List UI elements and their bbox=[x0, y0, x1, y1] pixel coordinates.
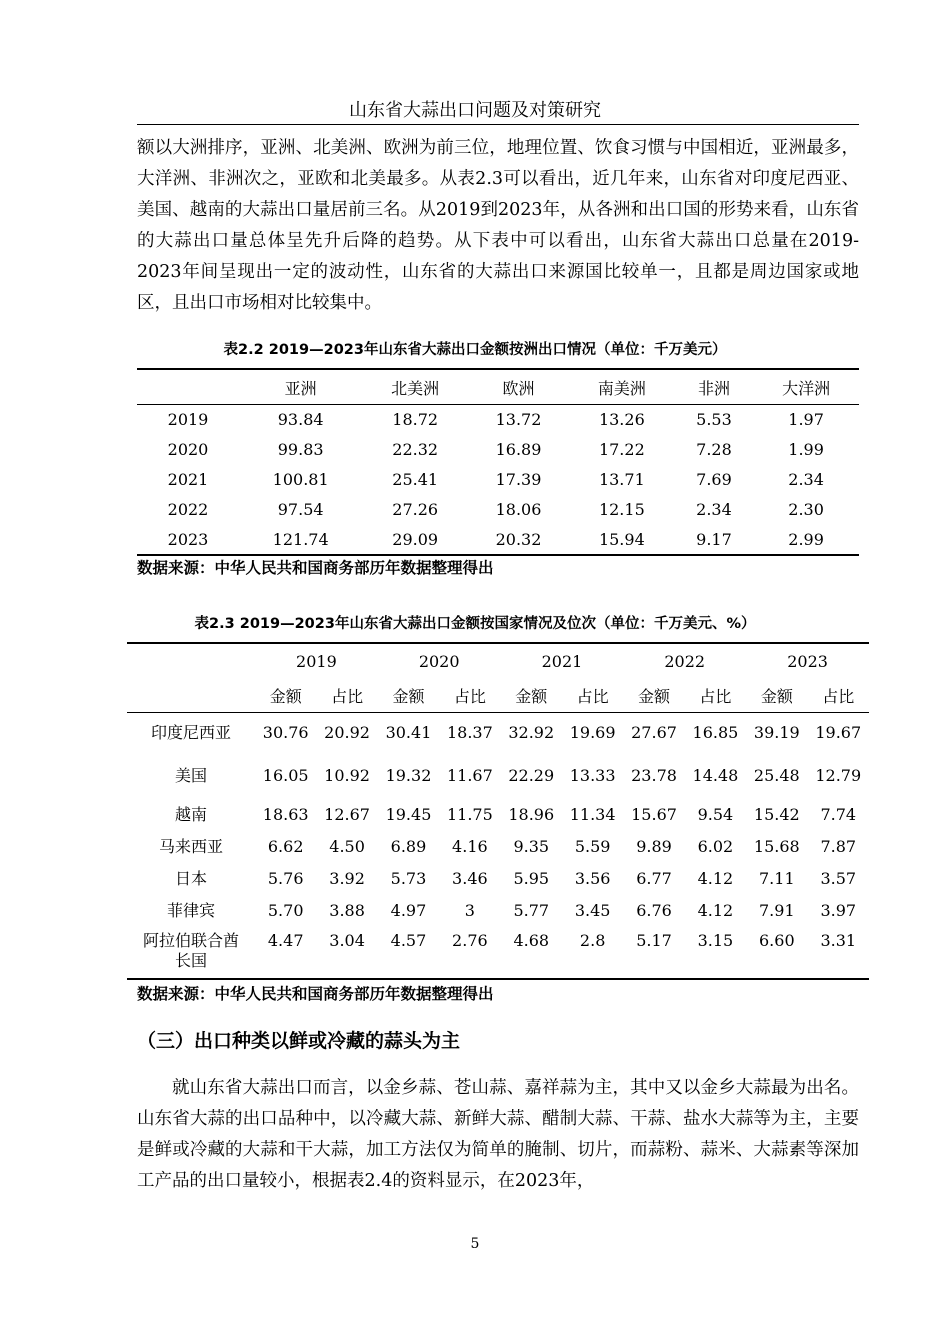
table2-cell: 6.89 bbox=[390, 837, 427, 856]
table2-metric-header: 金额 bbox=[255, 678, 316, 713]
table1-cell: 2019 bbox=[167, 410, 209, 430]
table2-cell: 30.41 bbox=[385, 723, 432, 743]
table1-row bbox=[137, 465, 859, 495]
table2-cell: 3.57 bbox=[820, 869, 857, 888]
table2-cell: 13.33 bbox=[569, 766, 616, 785]
body-paragraph bbox=[137, 1073, 859, 1197]
table1-cell: 100.81 bbox=[272, 470, 329, 489]
table2-cell: 6.76 bbox=[636, 901, 672, 920]
table1-cell: 13.26 bbox=[598, 410, 645, 430]
table2-cell: 11.67 bbox=[446, 766, 493, 785]
table2-metric-header: 占比 bbox=[316, 678, 377, 713]
table2-cell: 19.67 bbox=[815, 723, 862, 743]
table1-cell: 22.32 bbox=[392, 440, 439, 459]
table2-cell: 4.47 bbox=[267, 930, 304, 950]
table1-cell: 17.22 bbox=[598, 440, 645, 459]
table2-cell: 5.17 bbox=[636, 930, 672, 950]
table1-cell: 17.39 bbox=[495, 470, 542, 489]
table2-cell: 16.05 bbox=[262, 766, 309, 785]
table1-cell: 7.28 bbox=[696, 440, 732, 459]
table2-cell: 9.89 bbox=[636, 837, 672, 856]
intro-paragraph-text: 额以大洲排序，亚洲、北美洲、欧洲为前三位，地理位置、饮食习惯与中国相近，亚洲最多，大洋洲、非洲次之，亚欧和北美最多。从表2.3可以看出，近几年来，山东省对印度尼西亚、美国、越南的大蒜出口量居前三名。从2019到2023年，从各洲和出口国的形势来看，山东省的大蒜出口量总体呈先升后降的趋势。从下表中可以看出，山东省大蒜出口总量在2019-2023年间呈现出一定的波动性，山东省的大蒜出口来源国比较单一，且都是周边国家或地区，且出口市场相对比较集中。 bbox=[137, 138, 859, 313]
table2-cell: 4.16 bbox=[452, 837, 488, 856]
table2-cell: 23.78 bbox=[631, 766, 677, 785]
table1-header-cell: 大洋洲 bbox=[753, 369, 859, 405]
table2-country-name: 越南 bbox=[174, 804, 207, 824]
table2-year-header: 2021 bbox=[541, 651, 583, 671]
table2-metric-header: 占比 bbox=[685, 678, 746, 713]
intro-paragraph bbox=[137, 133, 859, 319]
table2-cell: 4.12 bbox=[697, 901, 734, 920]
table2-row bbox=[127, 799, 869, 831]
table1-row bbox=[137, 495, 859, 525]
table1-header-cell: 非洲 bbox=[675, 369, 753, 405]
table2-cell: 3.04 bbox=[329, 930, 365, 950]
table1-cell: 18.72 bbox=[392, 410, 439, 430]
table2-row bbox=[127, 863, 869, 895]
table2-cell: 10.92 bbox=[324, 766, 370, 785]
table2-year-row bbox=[127, 643, 869, 678]
table1-header-cell bbox=[137, 369, 239, 405]
table2-cell: 5.76 bbox=[267, 869, 304, 888]
table1-cell: 2023 bbox=[167, 529, 209, 549]
table2-caption: 表2.3 2019—2023年山东省大蒜出口金额按国家情况及位次（单位：千万美元、%） bbox=[194, 616, 756, 632]
table2-cell: 3.45 bbox=[574, 901, 611, 920]
table1-cell: 2022 bbox=[167, 500, 209, 519]
table1-cell: 2.34 bbox=[788, 470, 824, 489]
table2-row bbox=[127, 831, 869, 863]
table2-year-header: 2022 bbox=[664, 651, 706, 671]
section-heading: （三）出口种类以鲜或冷藏的蒜头为主 bbox=[137, 1030, 461, 1052]
table1-header-cell: 亚洲 bbox=[239, 369, 362, 405]
table2-cell: 15.67 bbox=[631, 805, 677, 824]
table2-cell: 30.76 bbox=[262, 723, 309, 743]
table1-caption: 表2.2 2019—2023年山东省大蒜出口金额按洲出口情况（单位：千万美元） bbox=[223, 342, 727, 358]
table2-cell: 5.95 bbox=[513, 869, 550, 888]
table2-row bbox=[127, 713, 869, 753]
table2-cell: 15.68 bbox=[753, 837, 800, 856]
table2-cell: 18.37 bbox=[446, 723, 493, 743]
table2-country-name: 阿拉伯联合酋长国 bbox=[142, 930, 239, 970]
table2-country-name: 日本 bbox=[174, 868, 207, 888]
table2-cell: 5.73 bbox=[390, 869, 427, 888]
table2-year-header: 2020 bbox=[418, 651, 460, 671]
table1-cell: 121.74 bbox=[272, 529, 329, 549]
table2-metric-header: 金额 bbox=[378, 678, 439, 713]
table2-cell: 19.69 bbox=[569, 723, 616, 743]
table2-cell: 15.42 bbox=[753, 805, 800, 824]
table2-country-name: 菲律宾 bbox=[166, 900, 215, 920]
table2-cell: 7.87 bbox=[820, 837, 857, 856]
table2-cell: 4.97 bbox=[390, 901, 427, 920]
table2-cell: 20.92 bbox=[324, 723, 370, 743]
table2-row bbox=[127, 753, 869, 799]
table1-source-note: 数据来源：中华人民共和国商务部历年数据整理得出 bbox=[137, 559, 494, 577]
body-paragraph-text: 就山东省大蒜出口而言，以金乡蒜、苍山蒜、嘉祥蒜为主，其中又以金乡大蒜最为出名。山东省大蒜的出口品种中，以冷藏大蒜、新鲜大蒜、醋制大蒜、干蒜、盐水大蒜等为主，主要是鲜或冷藏的大蒜和干大蒜，加工方法仅为简单的腌制、切片，而蒜粉、蒜米、大蒜素等深加工产品的出口量较小，根据表2.4的资料显示，在2023年， bbox=[137, 1078, 859, 1191]
table1-cell: 7.69 bbox=[696, 470, 732, 489]
table1-header-cell: 欧洲 bbox=[468, 369, 569, 405]
table1-cell: 20.32 bbox=[495, 529, 542, 549]
table2-cell: 3.15 bbox=[697, 930, 734, 950]
table1-continent-exports bbox=[137, 368, 859, 556]
table1-cell: 2020 bbox=[167, 440, 209, 459]
table1-cell: 27.26 bbox=[392, 500, 439, 519]
table2-metric-header: 金额 bbox=[746, 678, 807, 713]
table1-cell: 99.83 bbox=[277, 440, 324, 459]
table2-cell: 3.46 bbox=[452, 869, 488, 888]
table1-header-cell: 北美洲 bbox=[362, 369, 468, 405]
table2-cell: 3 bbox=[464, 901, 475, 920]
table2-cell: 12.67 bbox=[324, 805, 370, 824]
table2-cell: 5.59 bbox=[574, 837, 611, 856]
table2-cell: 9.54 bbox=[697, 805, 734, 824]
table2-metric-header: 金额 bbox=[501, 678, 562, 713]
table2-cell: 3.88 bbox=[329, 901, 365, 920]
table1-cell: 9.17 bbox=[696, 529, 732, 549]
table2-cell: 6.02 bbox=[697, 837, 734, 856]
table2-cell: 3.92 bbox=[329, 869, 365, 888]
table2-country-name: 美国 bbox=[174, 765, 207, 785]
table2-year-header: 2019 bbox=[296, 651, 337, 671]
table1-cell: 5.53 bbox=[696, 410, 732, 430]
table1-row bbox=[137, 435, 859, 465]
table1-row bbox=[137, 405, 859, 435]
table1-cell: 2021 bbox=[167, 470, 209, 489]
table2-cell: 11.34 bbox=[569, 805, 616, 824]
table2-cell: 2.76 bbox=[452, 930, 488, 950]
table2-metric-header: 占比 bbox=[439, 678, 500, 713]
table2-cell: 9.35 bbox=[513, 837, 550, 856]
table1-cell: 2.34 bbox=[696, 500, 732, 519]
table2-cell: 27.67 bbox=[631, 723, 677, 743]
table1-cell: 93.84 bbox=[277, 410, 324, 430]
table2-country-name: 马来西亚 bbox=[158, 836, 223, 856]
header-rule bbox=[137, 124, 859, 125]
table2-cell: 7.74 bbox=[820, 805, 857, 824]
table2-cell: 19.45 bbox=[385, 805, 432, 824]
table2-cell: 11.75 bbox=[446, 805, 493, 824]
table2-cell: 4.12 bbox=[697, 869, 734, 888]
table2-cell: 18.96 bbox=[508, 805, 555, 824]
table2-cell: 32.92 bbox=[508, 723, 555, 743]
table1-cell: 12.15 bbox=[598, 500, 645, 519]
table1-cell: 29.09 bbox=[392, 529, 439, 549]
table2-cell: 19.32 bbox=[385, 766, 432, 785]
table1-cell: 13.72 bbox=[495, 410, 542, 430]
table1-cell: 1.97 bbox=[788, 410, 824, 430]
table2-row bbox=[127, 895, 869, 927]
table2-cell: 5.70 bbox=[267, 901, 304, 920]
table2-cell: 3.97 bbox=[820, 901, 857, 920]
table1-cell: 15.94 bbox=[598, 529, 645, 549]
table2-source-note: 数据来源：中华人民共和国商务部历年数据整理得出 bbox=[137, 985, 494, 1003]
table2-cell: 4.50 bbox=[329, 837, 365, 856]
table1-cell: 25.41 bbox=[392, 470, 439, 489]
table2-cell: 6.60 bbox=[759, 930, 795, 950]
table1-cell: 2.99 bbox=[788, 529, 824, 549]
table2-cell: 12.79 bbox=[815, 766, 862, 785]
page-header-title: 山东省大蒜出口问题及对策研究 bbox=[349, 100, 601, 121]
table2-cell: 7.11 bbox=[759, 869, 795, 888]
table1-cell: 18.06 bbox=[495, 500, 542, 519]
table2-metric-header: 金额 bbox=[623, 678, 684, 713]
table2-cell: 2.8 bbox=[579, 930, 606, 950]
table2-country-exports bbox=[127, 642, 869, 980]
table2-metric-header: 占比 bbox=[562, 678, 623, 713]
table2-cell: 3.31 bbox=[820, 930, 857, 950]
table2-country-name: 印度尼西亚 bbox=[150, 722, 231, 742]
table2-metric-header: 占比 bbox=[808, 678, 869, 713]
table1-cell: 1.99 bbox=[788, 440, 824, 459]
table2-cell: 25.48 bbox=[753, 766, 800, 785]
table2-year-header: 2023 bbox=[787, 651, 828, 671]
table2-row bbox=[127, 927, 869, 979]
table1-row bbox=[137, 525, 859, 555]
table1-cell: 2.30 bbox=[788, 500, 824, 519]
table2-cell: 39.19 bbox=[753, 723, 800, 743]
table2-body bbox=[127, 713, 869, 979]
table2-metric-row bbox=[127, 678, 869, 713]
table2-cell: 3.56 bbox=[574, 869, 611, 888]
table2-cell: 4.68 bbox=[513, 930, 550, 950]
table1-header-cell: 南美洲 bbox=[569, 369, 675, 405]
table2-cell: 16.85 bbox=[692, 723, 739, 743]
table2-cell: 6.77 bbox=[636, 869, 672, 888]
table2-cell: 4.57 bbox=[390, 930, 427, 950]
table2-cell: 14.48 bbox=[692, 766, 739, 785]
table2-cell: 18.63 bbox=[262, 805, 309, 824]
page-number: 5 bbox=[470, 1236, 480, 1252]
table1-cell: 16.89 bbox=[495, 440, 542, 459]
table1-cell: 13.71 bbox=[598, 470, 645, 489]
table1-header-row bbox=[137, 369, 859, 405]
table2-cell: 22.29 bbox=[508, 766, 555, 785]
table2-cell: 7.91 bbox=[759, 901, 795, 920]
table1-cell: 97.54 bbox=[277, 500, 324, 519]
table2-cell: 5.77 bbox=[513, 901, 550, 920]
table2-cell: 6.62 bbox=[267, 837, 304, 856]
